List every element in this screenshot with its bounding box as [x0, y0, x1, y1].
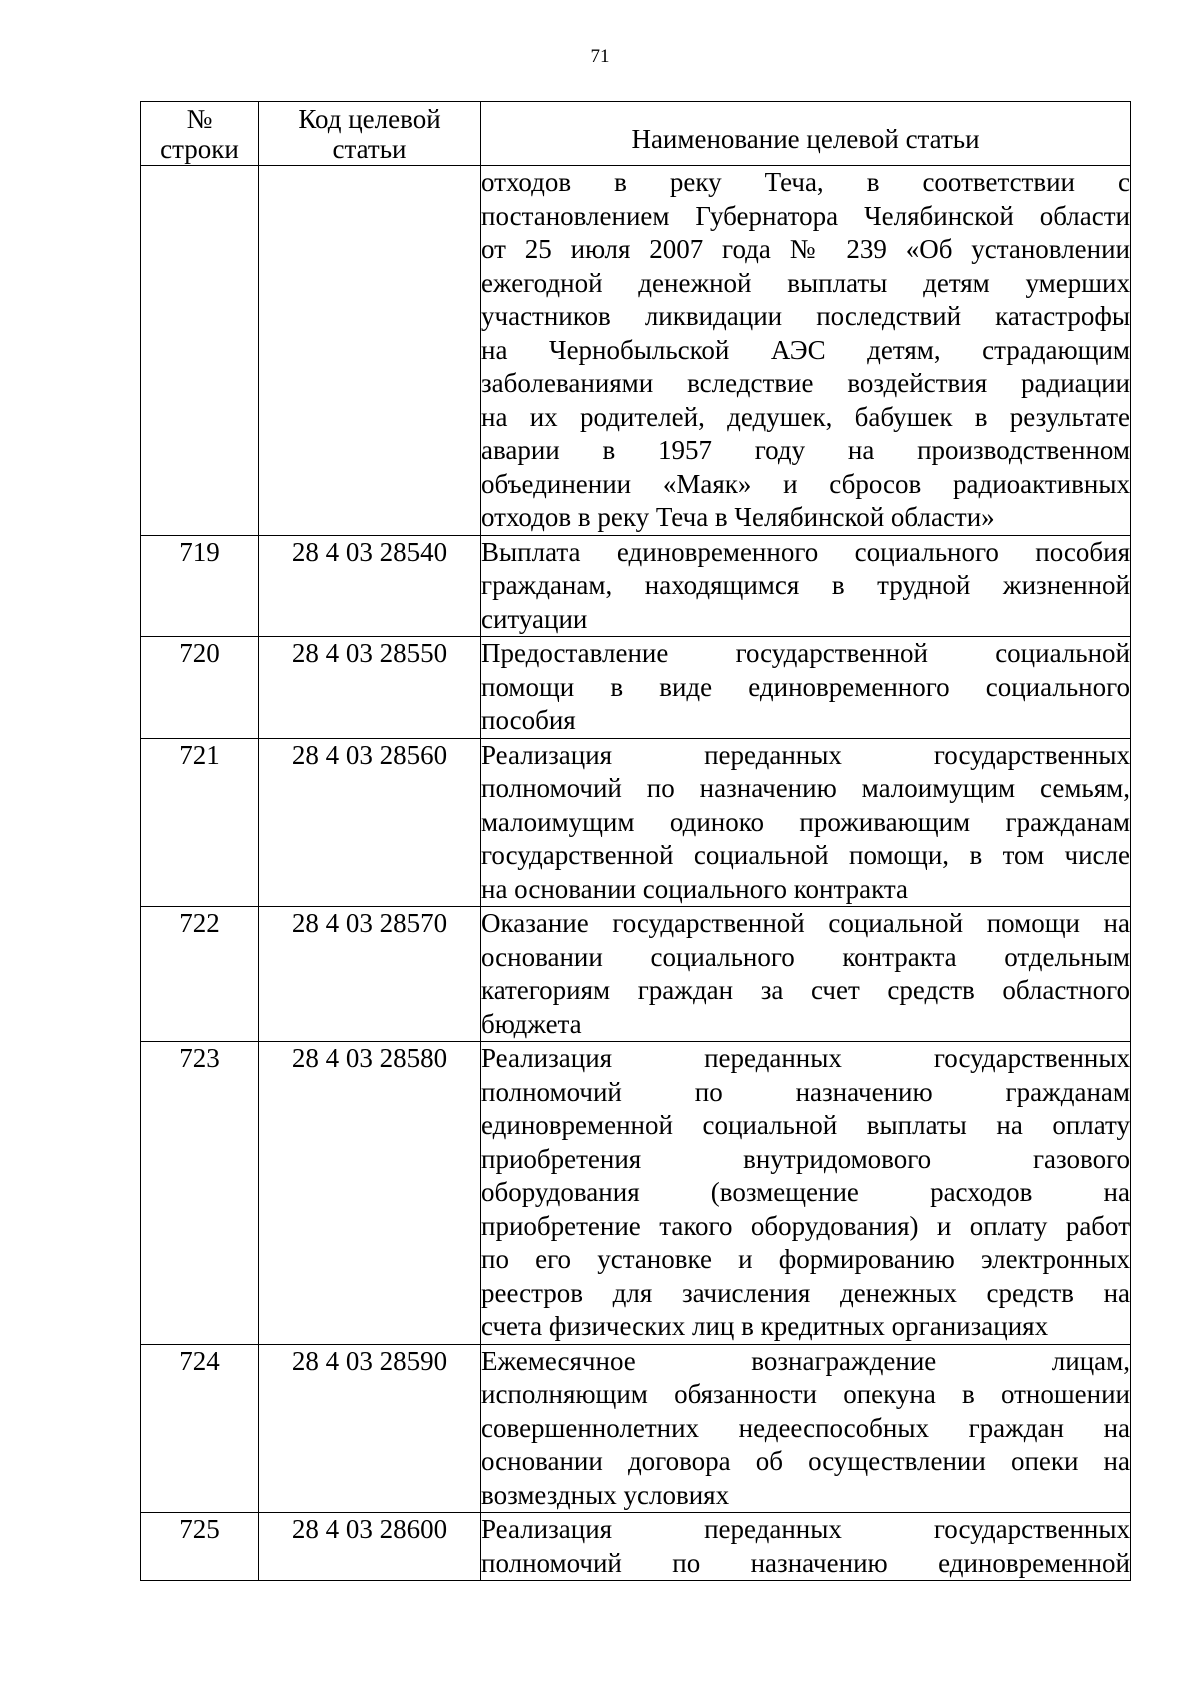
- article-name-line: ситуации: [481, 603, 588, 634]
- article-name-line: Реализация переданных государственных: [481, 739, 1130, 770]
- article-name-line: совершеннолетних недееспособных граждан на: [481, 1412, 1130, 1443]
- article-name-line: по его установке и формированию электронных: [481, 1244, 1130, 1274]
- article-code-cell: 28 4 03 28580: [259, 1042, 481, 1345]
- article-name-cell: [481, 907, 1131, 1042]
- article-name-cell: [481, 738, 1131, 907]
- table-row: [141, 637, 1131, 739]
- header-article-code: [259, 102, 481, 166]
- article-name-line: приобретения внутридомового газового: [481, 1143, 1130, 1174]
- article-code-cell: 28 4 03 28600: [259, 1513, 481, 1581]
- article-name-line: приобретение такого оборудования) и оплату работ: [481, 1210, 1130, 1241]
- header-row-number: [141, 102, 259, 166]
- article-name-line: ежегодной денежной выплаты детям умерших: [481, 267, 1130, 298]
- article-name-line: Выплата единовременного социального пособия: [481, 536, 1130, 567]
- row-number-cell: 724: [141, 1344, 259, 1513]
- table-row: [141, 535, 1131, 637]
- article-name-cell: [481, 166, 1131, 536]
- article-name-cell: [481, 1344, 1131, 1513]
- row-number-cell: 720: [141, 637, 259, 739]
- article-name-line: объединении «Маяк» и сбросов радиоактивных: [481, 468, 1130, 499]
- article-name-line: основании социального контракта отдельным: [481, 941, 1130, 972]
- table-row: [141, 1042, 1131, 1345]
- page-number: 71: [590, 46, 610, 67]
- article-name-cell: [481, 535, 1131, 637]
- article-name-line: Оказание государственной социальной помощи на: [481, 908, 1130, 938]
- table-body: [141, 166, 1131, 1581]
- table-row: [141, 907, 1131, 1042]
- article-name-line: полномочий по назначению единовременной: [481, 1547, 1130, 1578]
- article-name-line: категориям граждан за счет средств областного: [481, 975, 1130, 1005]
- row-number-cell: 719: [141, 535, 259, 637]
- article-name-line: единовременной социальной выплаты на оплату: [481, 1110, 1130, 1140]
- table-header: [141, 102, 1131, 166]
- article-name-line: основании договора об осуществлении опеки на: [481, 1446, 1130, 1476]
- article-name-line: отходов в реку Теча в Челябинской области»: [481, 502, 995, 532]
- row-number-cell: 725: [141, 1513, 259, 1581]
- row-number-cell: 723: [141, 1042, 259, 1345]
- article-name-line: Реализация переданных государственных: [481, 1514, 1130, 1544]
- article-name-line: Предоставление государственной социальной: [481, 638, 1130, 668]
- table-row: [141, 166, 1131, 536]
- article-name-line: гражданам, находящимся в трудной жизненной: [481, 570, 1130, 600]
- header-article-name: Наименование целевой статьи: [481, 102, 1131, 166]
- article-name-line: Ежемесячное вознаграждение лицам,: [481, 1345, 1130, 1376]
- article-name-cell: [481, 637, 1131, 739]
- article-code-cell: 28 4 03 28590: [259, 1344, 481, 1513]
- article-name-line: аварии в 1957 году на производственном: [481, 435, 1130, 465]
- table-row: [141, 1344, 1131, 1513]
- article-name-line: заболеваниями вследствие воздействия радиации: [481, 368, 1130, 398]
- article-name-line: на основании социального контракта: [481, 873, 908, 904]
- article-name-line: бюджета: [481, 1008, 582, 1039]
- article-name-line: участников ликвидации последствий катастрофы: [481, 301, 1130, 331]
- article-name-cell: [481, 1513, 1131, 1581]
- article-code-cell: [259, 166, 481, 536]
- article-name-line: полномочий по назначению малоимущим семьям,: [481, 773, 1130, 803]
- article-code-cell: 28 4 03 28550: [259, 637, 481, 739]
- article-name-line: постановлением Губернатора Челябинской области: [481, 200, 1130, 231]
- article-name-line: счета физических лиц в кредитных организациях: [481, 1311, 1049, 1341]
- table-row: [141, 1513, 1131, 1581]
- header-article-code-line-2: статьи: [332, 134, 407, 164]
- header-article-code-line-1: Код целевой: [298, 104, 441, 134]
- article-code-cell: 28 4 03 28540: [259, 535, 481, 637]
- article-name-line: малоимущим одиноко проживающим гражданам: [481, 806, 1130, 837]
- header-row-number-line-1: №: [186, 104, 213, 134]
- article-name-cell: [481, 1042, 1131, 1345]
- article-name-line: на их родителей, дедушек, бабушек в результате: [481, 401, 1130, 432]
- table-row: [141, 738, 1131, 907]
- row-number-cell: 721: [141, 738, 259, 907]
- article-code-cell: 28 4 03 28570: [259, 907, 481, 1042]
- article-name-line: полномочий по назначению гражданам: [481, 1076, 1130, 1107]
- article-name-line: пособия: [481, 705, 576, 735]
- table-header-row: [141, 102, 1131, 166]
- article-name-line: возмездных условиях: [481, 1479, 730, 1510]
- article-name-line: реестров для зачисления денежных средств на: [481, 1277, 1130, 1308]
- article-name-line: государственной социальной помощи, в том числе: [481, 840, 1130, 870]
- article-name-line: исполняющим обязанности опекуна в отношении: [481, 1379, 1130, 1409]
- row-number-cell: [141, 166, 259, 536]
- row-number-cell: 722: [141, 907, 259, 1042]
- article-name-line: Реализация переданных государственных: [481, 1043, 1130, 1073]
- article-code-cell: 28 4 03 28560: [259, 738, 481, 907]
- article-name-line: отходов в реку Теча, в соответствии с: [481, 167, 1130, 197]
- article-name-line: помощи в виде единовременного социального: [481, 671, 1130, 702]
- header-row-number-line-2: строки: [160, 134, 239, 164]
- article-name-line: оборудования (возмещение расходов на: [481, 1177, 1130, 1207]
- target-articles-table: [140, 101, 1131, 1581]
- article-name-line: на Чернобыльской АЭС детям, страдающим: [481, 334, 1130, 365]
- article-name-line: от 25 июля 2007 года № 239 «Об установлении: [481, 234, 1130, 264]
